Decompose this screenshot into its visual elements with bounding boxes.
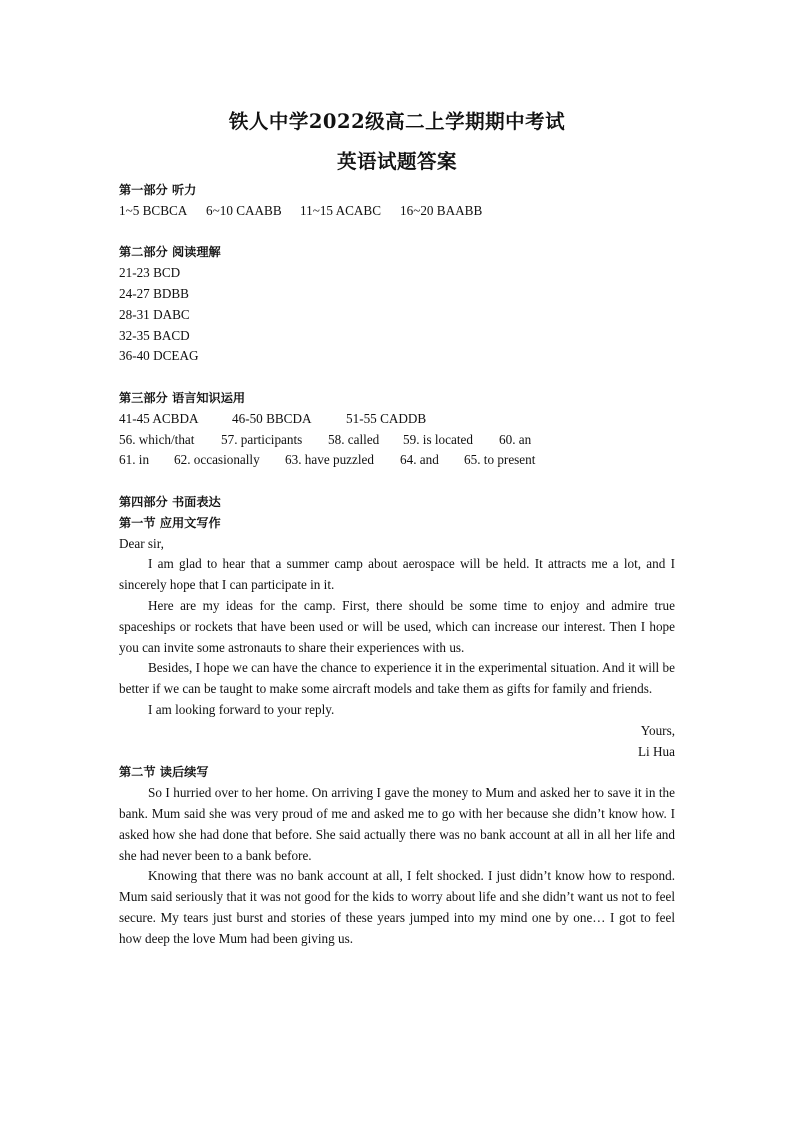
answer-group: 41-45 ACBDA — [119, 410, 199, 426]
letter-paragraph: I am glad to hear that a summer camp about aerospace will be held. It attracts me a lot, and I sincerely hope that I can participate in it. — [119, 556, 675, 593]
answer-item: 56. which/that — [119, 431, 195, 447]
section2-heading: 第二节 读后续写 — [119, 765, 209, 780]
answer-item: 58. called — [328, 431, 380, 447]
answer-group: 16~20 BAABB — [400, 202, 483, 218]
letter-paragraph: Besides, I hope we can have the chance to experience it in the experimental situation. And it will be better if we can be taught to make some aircraft models and take them as gifts for family and friends. — [119, 660, 675, 697]
answer-group: 51-55 CADDB — [346, 410, 427, 426]
letter-closing: Yours, — [640, 722, 675, 738]
answer-group: 11~15 ACABC — [300, 202, 382, 218]
answer-item: 63. have puzzled — [285, 452, 374, 468]
section1-heading: 第一节 应用文写作 — [119, 515, 221, 530]
answer-item: 64. and — [400, 452, 439, 468]
answer-group: 1~5 BCBCA — [119, 202, 188, 218]
part2-answer-line: 28-31 DABC — [119, 306, 190, 322]
part3-row3 — [119, 450, 675, 471]
letter-paragraph: I am looking forward to your reply. — [148, 701, 335, 717]
part3-row1 — [119, 409, 675, 430]
letter-signature: Li Hua — [638, 743, 675, 759]
part1-heading: 第一部分 听力 — [119, 183, 197, 197]
answer-item: 61. in — [119, 452, 150, 468]
part2-answer-line: 24-27 BDBB — [119, 285, 189, 301]
continuation-paragraph: So I hurried over to her home. On arriving I gave the money to Mum and asked her to save it in the bank. Mum said she was very proud of me and asked me to go with her because she didn’t know how. I asked how she had done that before. She said actually there was no bank account at all in all her life and she had never been to a bank before. — [119, 785, 675, 863]
answer-body — [119, 180, 675, 949]
part1-answers — [119, 201, 675, 222]
part2-heading: 第二部分 阅读理解 — [119, 245, 221, 260]
part2-answer-line: 32-35 BACD — [119, 327, 190, 343]
answer-group: 46-50 BBCDA — [232, 410, 312, 426]
part3-row2 — [119, 430, 675, 451]
answer-item: 59. is located — [403, 431, 473, 447]
answer-item: 62. occasionally — [174, 452, 260, 468]
part2-answer-line: 21-23 BCD — [119, 265, 181, 281]
exam-title: 铁人中学2022级高二上学期期中考试 — [228, 110, 566, 133]
answer-item: 65. to present — [464, 452, 536, 468]
letter-salutation: Dear sir, — [119, 535, 164, 551]
part2-answer-line: 36-40 DCEAG — [119, 348, 199, 364]
continuation-paragraph: Knowing that there was no bank account at all, I felt shocked. I just didn’t know how to respond. Mum said seriously that it was not good for the kids to worry about life and she didn’t want us not to feel secure. My tears just burst and stories of these years jumped into my mind one by one… I got to feel how deep the love Mum had been giving us. — [119, 868, 675, 946]
part4-heading: 第四部分 书面表达 — [119, 494, 221, 509]
part3-heading: 第三部分 语言知识运用 — [119, 390, 246, 405]
letter-paragraph: Here are my ideas for the camp. First, there should be some time to enjoy and admire true spaceships or rockets that have been used or will be used, which can increase our interest. Then I hope you can invite some astronauts to share their experiences with us. — [119, 597, 675, 655]
answer-item: 57. participants — [221, 431, 303, 447]
answer-group: 6~10 CAABB — [206, 202, 282, 218]
answer-item: 60. an — [499, 431, 532, 447]
exam-subtitle: 英语试题答案 — [336, 150, 457, 173]
